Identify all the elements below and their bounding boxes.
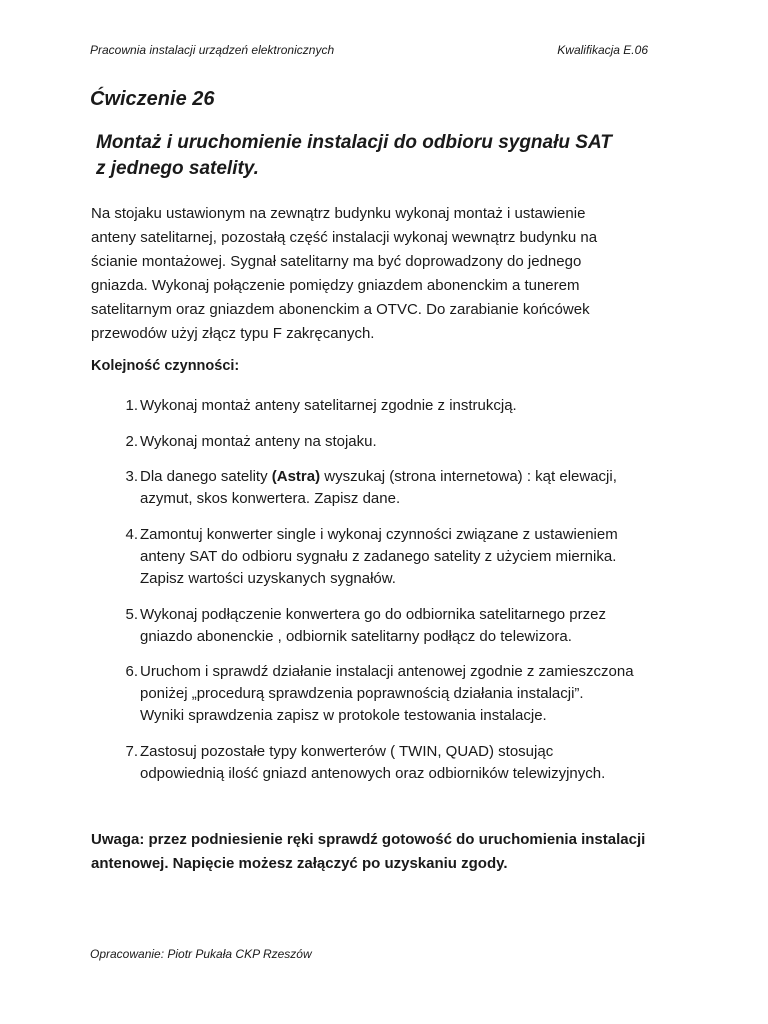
- main-title-line-2: z jednego satelity.: [96, 158, 259, 179]
- step-line: Wykonaj montaż anteny na stojaku.: [140, 433, 377, 450]
- page-header: [90, 43, 648, 57]
- intro-line: satelitarnym oraz gniazdem abonenckim a OTVC. Do zarabianie końcówek: [91, 301, 590, 318]
- step-number: 2.: [125, 433, 138, 450]
- list-item: [91, 741, 681, 785]
- main-title-line-1: Montaż i uruchomienie instalacji do odbioru sygnału SAT: [96, 132, 612, 153]
- step-text: [138, 395, 517, 417]
- list-item: [91, 466, 681, 510]
- step-line: Uruchom i sprawdź działanie instalacji antenowej zgodnie z zamieszczona: [140, 663, 634, 680]
- step-line: [140, 466, 617, 488]
- step-line-pre: Dla danego satelity: [140, 468, 272, 485]
- step-number: 7.: [125, 743, 138, 760]
- step-text: [138, 661, 634, 727]
- step-number: 4.: [125, 526, 138, 543]
- steps-list: [91, 395, 681, 785]
- step-line: Zamontuj konwerter single i wykonaj czynności związane z ustawieniem: [140, 526, 618, 543]
- step-number: 1.: [125, 397, 138, 414]
- step-number: 5.: [125, 606, 138, 623]
- warning-line-1: Uwaga: przez podniesienie ręki sprawdź gotowość do uruchomienia instalacji: [91, 831, 646, 848]
- warning-line-2: antenowej. Napięcie możesz załączyć po uzyskaniu zgody.: [91, 855, 508, 872]
- step-line: Zastosuj pozostałe typy konwerterów ( TWIN, QUAD) stosując: [140, 743, 554, 760]
- step-line: odpowiednią ilość gniazd antenowych oraz odbiorników telewizyjnych.: [140, 765, 606, 782]
- step-line: Wykonaj podłączenie konwertera go do odbiornika satelitarnego przez: [140, 606, 606, 623]
- intro-line: gniazda. Wykonaj połączenie pomiędzy gniazdem abonenckim a tunerem: [91, 277, 580, 294]
- step-line: azymut, skos konwertera. Zapisz dane.: [140, 490, 401, 507]
- exercise-title: Ćwiczenie 26: [90, 88, 215, 110]
- intro-line: przewodów użyj złącz typu F zakręcanych.: [91, 325, 375, 342]
- list-item: [91, 524, 681, 590]
- step-line: Wykonaj montaż anteny satelitarnej zgodnie z instrukcją.: [140, 397, 517, 414]
- warning-note: [91, 828, 691, 876]
- step-line-post: wyszukaj (strona internetowa) : kąt elewacji,: [320, 468, 617, 485]
- main-title: [96, 130, 696, 182]
- header-qualification: Kwalifikacja E.06: [557, 43, 648, 57]
- intro-line: ścianie montażowej. Sygnał satelitarny ma być doprowadzony do jednego: [91, 253, 582, 270]
- step-line: poniżej „procedurą sprawdzenia poprawnością działania instalacji”.: [140, 685, 584, 702]
- step-number: 6.: [125, 663, 138, 680]
- intro-line: Na stojaku ustawionym na zewnątrz budynku wykonaj montaż i ustawienie: [91, 205, 586, 222]
- step-number: 3.: [125, 468, 138, 485]
- list-item: [91, 604, 681, 648]
- step-text: [138, 741, 605, 785]
- steps-heading: Kolejność czynności:: [91, 358, 240, 374]
- list-item: [91, 395, 681, 417]
- step-line: Wyniki sprawdzenia zapisz w protokole testowania instalacje.: [140, 707, 547, 724]
- step-line: anteny SAT do odbioru sygnału z zadanego satelity z użyciem miernika.: [140, 548, 617, 565]
- step-line: gniazdo abonenckie , odbiornik satelitarny podłącz do telewizora.: [140, 628, 572, 645]
- step-text: [138, 466, 617, 510]
- intro-paragraph: [91, 202, 677, 346]
- step-text: [138, 431, 377, 453]
- list-item: [91, 431, 681, 453]
- step-text: [138, 604, 606, 648]
- step-line: Zapisz wartości uzyskanych sygnałów.: [140, 570, 396, 587]
- list-item: [91, 661, 681, 727]
- step-text: [138, 524, 618, 590]
- page-footer: Opracowanie: Piotr Pukała CKP Rzeszów: [90, 947, 312, 961]
- header-course: Pracownia instalacji urządzeń elektronicznych: [90, 43, 335, 57]
- satellite-name: (Astra): [271, 468, 321, 485]
- intro-line: anteny satelitarnej, pozostałą część instalacji wykonaj wewnątrz budynku na: [91, 229, 598, 246]
